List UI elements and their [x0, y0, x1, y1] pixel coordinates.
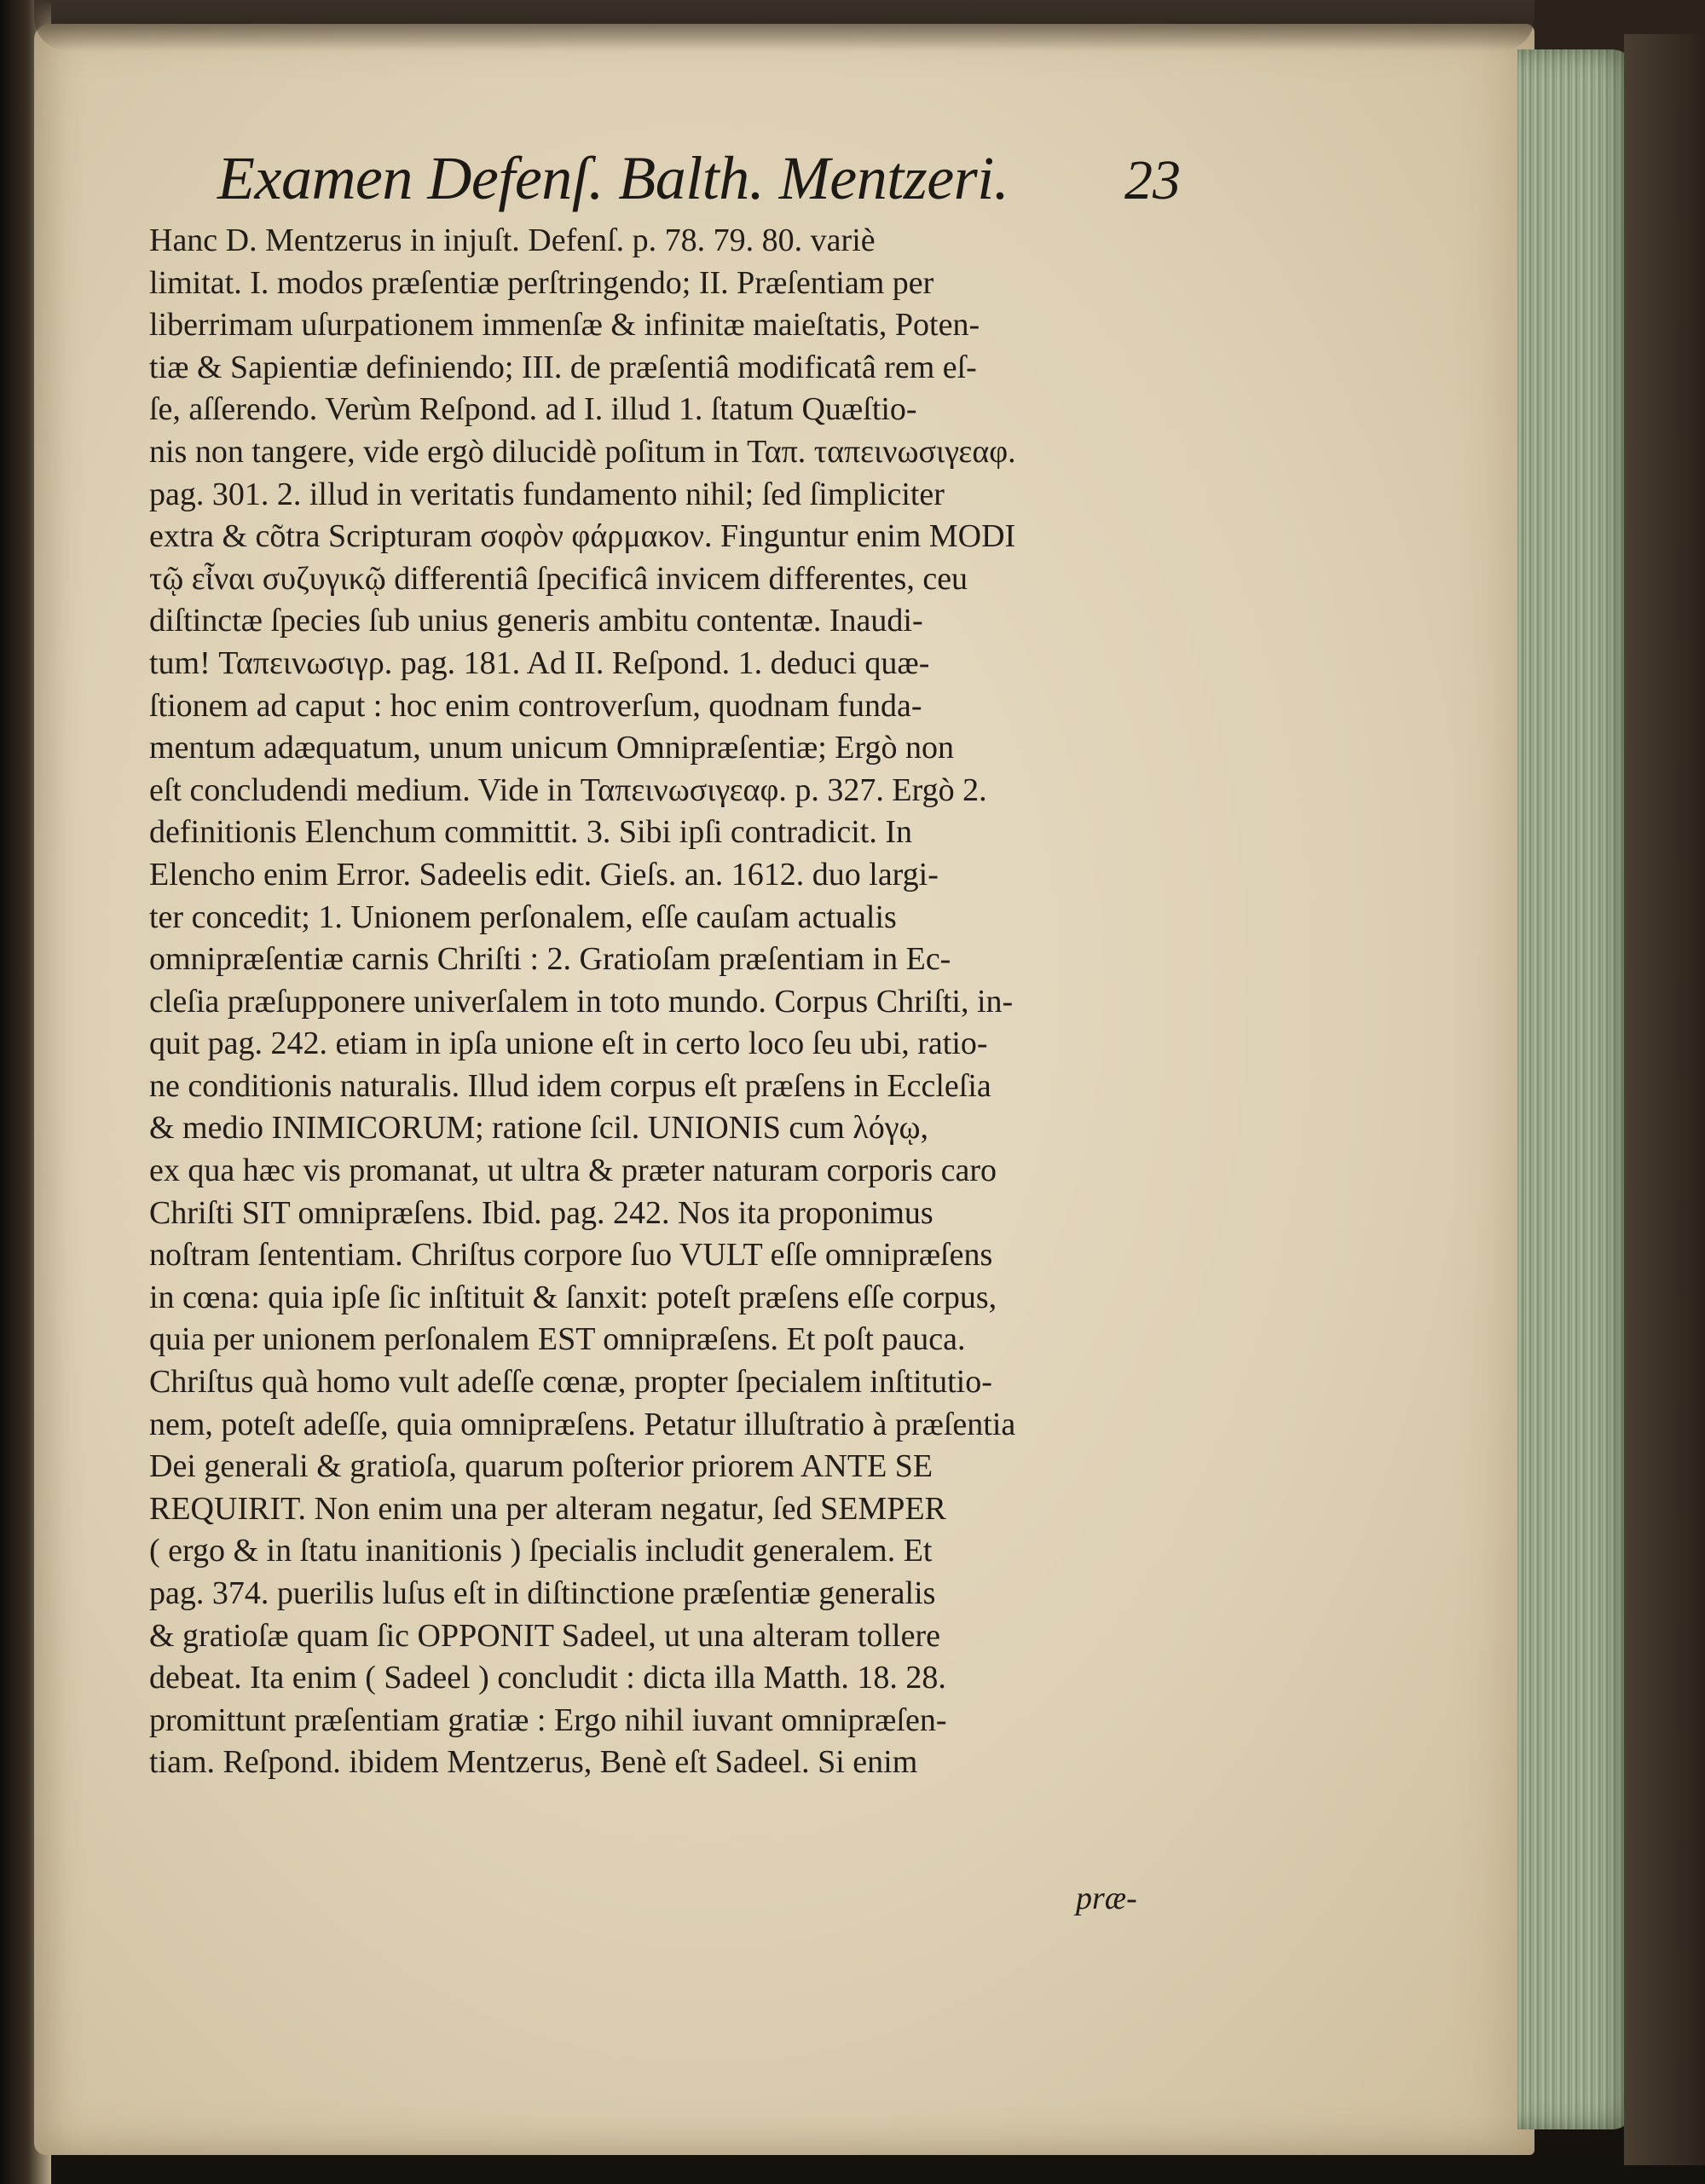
text-line: pag. 374. puerilis luſus eſt in diſtinctione præſentiæ generalis [149, 1575, 936, 1611]
text-line: eſt concludendi medium. Vide in Ταπεινωσιγεαφ. p. 327. Ergò 2. [149, 771, 987, 808]
text-line: Hanc D. Mentzerus in injuſt. Defenſ. p. 78. 79. 80. variè [149, 222, 876, 258]
text-line: debeat. Ita enim ( Sadeel ) concludit : dicta illa Matth. 18. 28. [149, 1660, 946, 1696]
text-line: & gratioſæ quam ſic OPPONIT Sadeel, ut una alteram tollere [149, 1617, 940, 1654]
page-number: 23 [1124, 149, 1181, 211]
text-line: limitat. I. modos præſentiæ perſtringendo; II. Præſentiam per [149, 264, 934, 301]
book-cover-edge [1624, 34, 1705, 2165]
text-line: Dei generali & gratioſa, quarum poſterior priorem ANTE SE [149, 1448, 933, 1485]
text-line: nis non tangere, vide ergò dilucidè poſitum in Ταπ. ταπεινωσιγεαφ. [149, 433, 1016, 470]
text-line: tiam. Reſpond. ibidem Mentzerus, Benè eſt Sadeel. Si enim [149, 1744, 918, 1781]
text-line: ( ergo & in ſtatu inanitionis ) ſpecialis includit generalem. Et [149, 1533, 933, 1569]
text-line: ex qua hæc vis promanat, ut ultra & præter naturam corporis caro [149, 1153, 997, 1189]
text-line: & medio INIMICORUM; ratione ſcil. UNIONIS cum λόγῳ, [149, 1110, 929, 1147]
text-line: definitionis Elenchum committit. 3. Sibi ipſi contradicit. In [149, 814, 912, 851]
text-line: quit pag. 242. etiam in ipſa unione eſt in certo loco ſeu ubi, ratio- [149, 1026, 988, 1062]
body-text [149, 220, 1172, 1784]
text-line: tiæ & Sapientiæ definiendo; III. de præſentiâ modificatâ rem eſ- [149, 349, 977, 385]
text-line: noſtram ſententiam. Chriſtus corpore ſuo VULT eſſe omnipræſens [149, 1237, 993, 1274]
text-line: Chriſtus quà homo vult adeſſe cœnæ, propter ſpecialem inſtitutio- [149, 1364, 992, 1401]
text-line: promittunt præſentiam gratiæ : Ergo nihil iuvant omnipræſen- [149, 1702, 947, 1738]
text-line: pag. 301. 2. illud in veritatis fundamento nihil; ſed ſimpliciter [149, 476, 945, 512]
catchword: præ- [1076, 1881, 1137, 1916]
text-line: liberrimam uſurpationem immenſæ & infinitæ maieſtatis, Poten- [149, 307, 980, 344]
text-line: ſtionem ad caput : hoc enim controverſum, quodnam funda- [149, 687, 922, 724]
text-line: omnipræſentiæ carnis Chriſti : 2. Gratioſam præſentiam in Ec- [149, 941, 951, 978]
text-line: τῷ εἶναι συζυγικῷ differentiâ ſpecificâ invicem differentes, ceu [149, 560, 968, 597]
page-header [217, 143, 1181, 220]
text-line: ter concedit; 1. Unionem perſonalem, eſſe cauſam actualis [149, 898, 897, 935]
text-line: in cœna: quia ipſe ſic inſtituit & ſanxit: poteſt præſens eſſe corpus, [149, 1279, 997, 1315]
text-line: cleſia præſupponere univerſalem in toto mundo. Corpus Chriſti, in- [149, 983, 1014, 1020]
text-line: tum! Ταπεινωσιγρ. pag. 181. Ad II. Reſpond. 1. deduci quæ- [149, 644, 930, 681]
text-line: ne conditionis naturalis. Illud idem corpus eſt præſens in Eccleſia [149, 1067, 991, 1104]
text-line: diſtinctæ ſpecies ſub unius generis ambitu contentæ. Inaudi- [149, 603, 923, 639]
text-line: Elencho enim Error. Sadeelis edit. Gieſs. an. 1612. duo largi- [149, 856, 939, 893]
text-line: REQUIRIT. Non enim una per alteram negatur, ſed SEMPER [149, 1490, 946, 1527]
text-line: ſe, aſſerendo. Verùm Reſpond. ad I. illud 1. ſtatum Quæſtio- [149, 391, 917, 428]
text-line: extra & cõtra Scripturam σοφὸν φάρμακον. Finguntur enim MODI [149, 518, 1016, 555]
page-fore-edges [1517, 49, 1637, 2129]
page-top-shadow [34, 0, 1534, 51]
text-line: mentum adæquatum, unum unicum Omnipræſentiæ; Ergò non [149, 730, 954, 766]
text-line: quia per unionem perſonalem EST omnipræſens. Et poſt pauca. [149, 1321, 966, 1358]
running-head: Examen Defenſ. Balth. Mentzeri. [217, 144, 1009, 212]
text-line: nem, poteſt adeſſe, quia omnipræſens. Petatur illuſtratio à præſentia [149, 1406, 1016, 1442]
text-line: Chriſti SIT omnipræſens. Ibid. pag. 242. Nos ita proponimus [149, 1194, 933, 1231]
